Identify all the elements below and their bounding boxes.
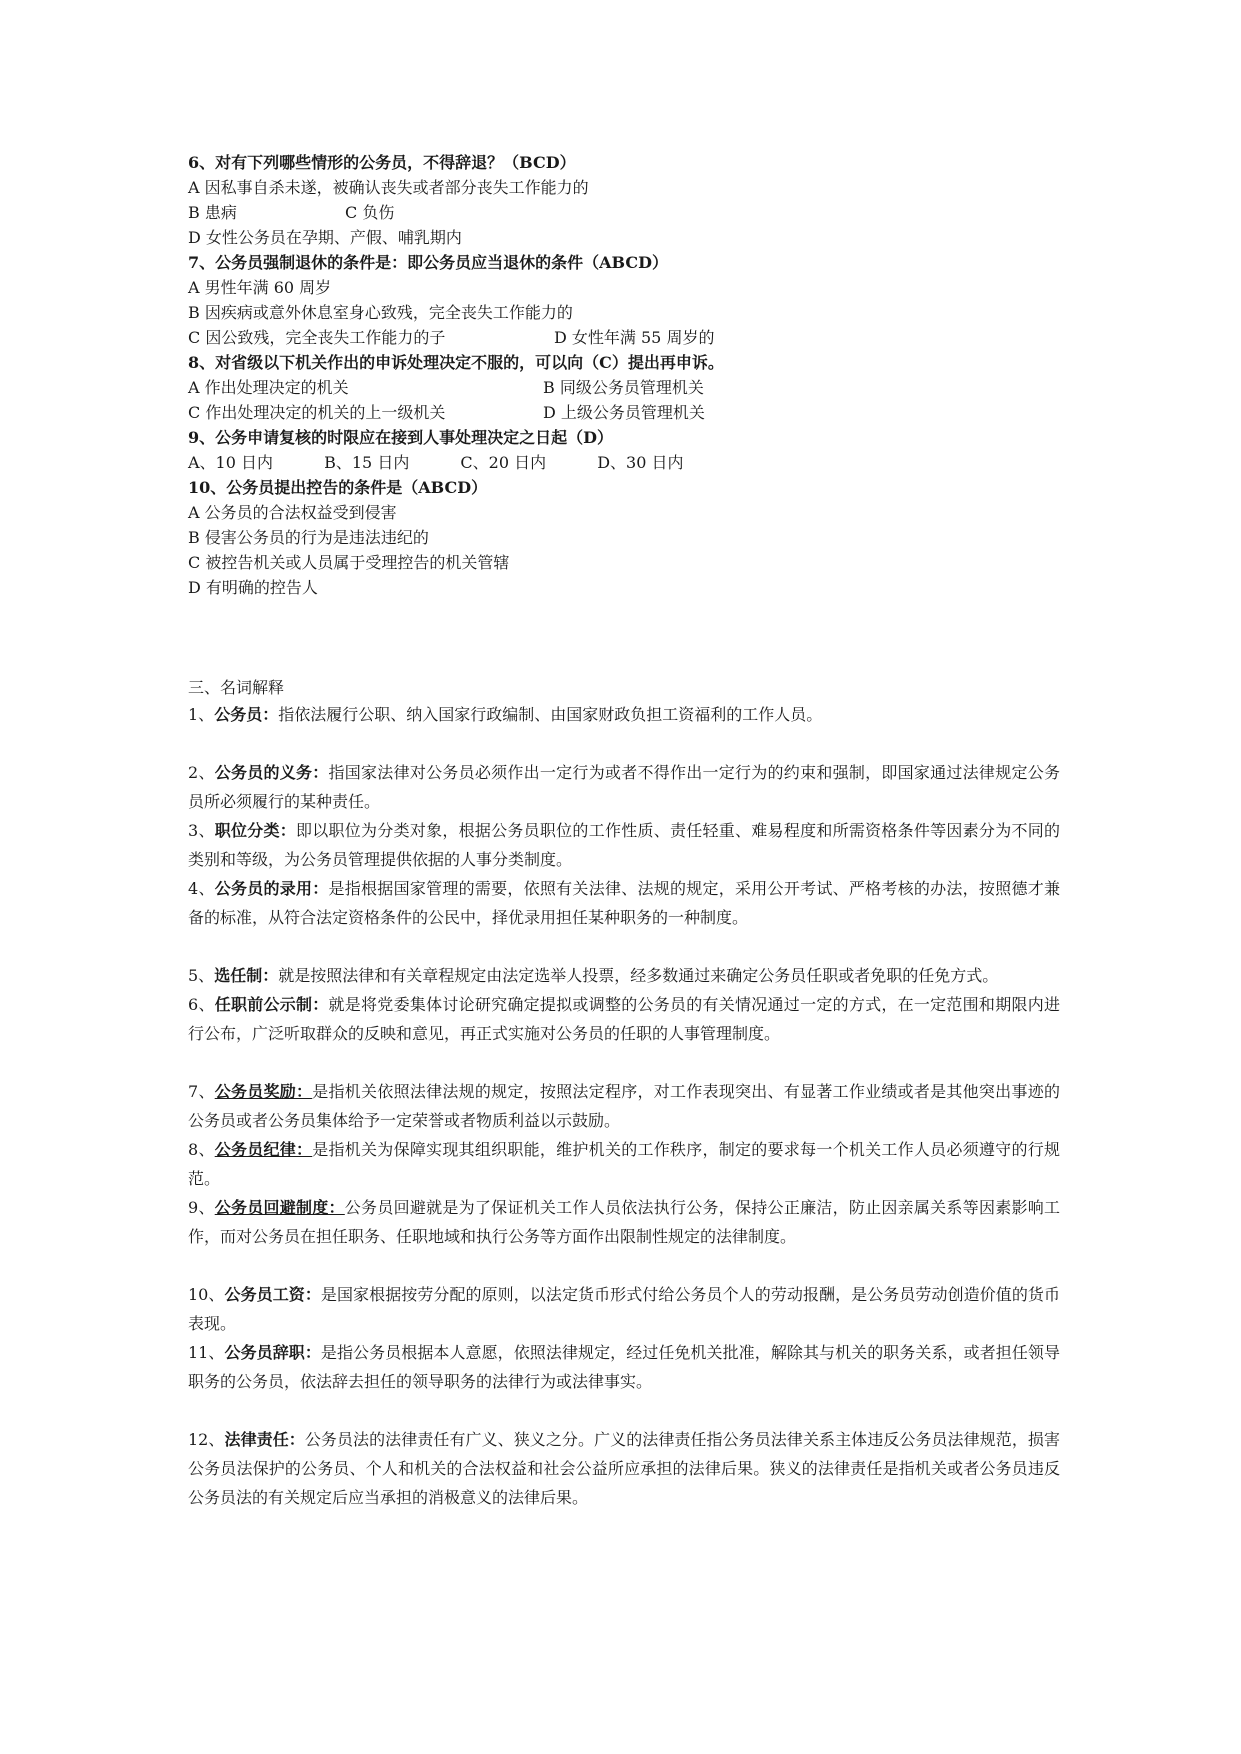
definition-text: 指国家法律对公务员必须作出一定行为或者不得作出一定行为的约束和强制，即国家通过法律规定公务员所必须履行的某种责任。	[188, 763, 1060, 811]
question-7-option-b: B 因疾病或意外休息室身心致残，完全丧失工作能力的	[188, 303, 573, 322]
question-10-option-b: B 侵害公务员的行为是违法违纪的	[188, 528, 429, 547]
question-8-option-d: D 上级公务员管理机关	[543, 403, 705, 422]
question-6-option-b: B 患病	[188, 203, 237, 222]
question-7-option-d: D 女性年满 55 周岁的	[554, 328, 715, 347]
question-8-title: 8、对省级以下机关作出的申诉处理决定不服的，可以向（C）提出再申诉。	[188, 353, 724, 372]
definition-item	[188, 700, 1060, 729]
question-8-option-c: C 作出处理决定的机关的上一级机关	[188, 403, 446, 422]
definition-text: 公务员法的法律责任有广义、狭义之分。广义的法律责任指公务员法律关系主体违反公务员法律规范，损害公务员法保护的公务员、个人和机关的合法权益和社会公益所应承担的法律后果。狭义的法律责任是指机关或者公务员违反公务员法的有关规定后应当承担的消极意义的法律后果。	[188, 1430, 1060, 1507]
question-10-option-a: A 公务员的合法权益受到侵害	[188, 503, 397, 522]
definition-term: 公务员的录用：	[214, 879, 329, 898]
definition-term: 公务员奖励：	[214, 1082, 313, 1101]
definition-item	[188, 990, 1060, 1048]
definition-item	[188, 1425, 1060, 1512]
definition-text: 是指根据国家管理的需要，依照有关法律、法规的规定，采用公开考试、严格考核的办法，按照德才兼备的标准，从符合法定资格条件的公民中，择优录用担任某种职务的一种制度。	[188, 879, 1060, 927]
definition-text: 即以职位为分类对象，根据公务员职位的工作性质、责任轻重、难易程度和所需资格条件等因素分为不同的类别和等级，为公务员管理提供依据的人事分类制度。	[188, 821, 1060, 869]
definition-number: 3、	[188, 821, 215, 840]
definitions-section	[188, 700, 1060, 1512]
definition-item	[188, 1338, 1060, 1396]
definition-item	[188, 1280, 1060, 1338]
definition-number: 2、	[188, 763, 215, 782]
definition-text: 是指机关依照法律法规的规定，按照法定程序，对工作表现突出、有显著工作业绩或者是其他突出事迹的公务员或者公务员集体给予一定荣誉或者物质利益以示鼓励。	[188, 1082, 1060, 1130]
definition-term: 选任制：	[214, 966, 279, 985]
definition-term: 公务员辞职：	[224, 1343, 321, 1362]
definition-number: 7、	[188, 1082, 215, 1101]
question-8-options-cd	[188, 400, 1060, 425]
question-6-option-a: A 因私事自杀未遂，被确认丧失或者部分丧失工作能力的	[188, 178, 589, 197]
definition-item	[188, 1135, 1060, 1193]
question-6-option-d: D 女性公务员在孕期、产假、哺乳期内	[188, 228, 462, 247]
definition-text: 就是将党委集体讨论研究确定提拟或调整的公务员的有关情况通过一定的方式，在一定范围和期限内进行公布，广泛听取群众的反映和意见，再正式实施对公务员的任职的人事管理制度。	[188, 995, 1060, 1043]
definition-number: 5、	[188, 966, 215, 985]
definition-number: 8、	[188, 1140, 215, 1159]
definition-text: 是国家根据按劳分配的原则，以法定货币形式付给公务员个人的劳动报酬，是公务员劳动创造价值的货币表现。	[188, 1285, 1060, 1333]
definition-number: 1、	[188, 705, 215, 724]
question-7-option-c: C 因公致残，完全丧失工作能力的子	[188, 328, 446, 347]
section-title: 三、名词解释	[188, 678, 285, 697]
definition-term: 职位分类：	[214, 821, 297, 840]
question-9-option-d: D、30 日内	[597, 453, 684, 472]
question-8-options-ab	[188, 375, 1060, 400]
document-page	[188, 150, 1060, 1512]
question-10-option-d: D 有明确的控告人	[188, 578, 318, 597]
question-10-title: 10、公务员提出控告的条件是（ABCD）	[188, 478, 488, 497]
definition-item	[188, 1193, 1060, 1251]
multiple-choice-section	[188, 150, 1060, 600]
question-8-option-a: A 作出处理决定的机关	[188, 378, 349, 397]
definition-number: 10、	[188, 1285, 225, 1304]
definition-item	[188, 874, 1060, 932]
question-9-title: 9、公务申请复核的时限应在接到人事处理决定之日起（D）	[188, 428, 614, 447]
definition-number: 4、	[188, 879, 215, 898]
definition-item	[188, 758, 1060, 816]
definition-number: 11、	[188, 1343, 225, 1362]
definition-term: 公务员工资：	[224, 1285, 321, 1304]
question-9-option-a: A、10 日内	[188, 453, 274, 472]
definition-text: 是指公务员根据本人意愿，依照法律规定，经过任免机关批准，解除其与机关的职务关系，或者担任领导职务的公务员，依法辞去担任的领导职务的法律行为或法律事实。	[188, 1343, 1060, 1391]
definition-text: 就是按照法律和有关章程规定由法定选举人投票，经多数通过来确定公务员任职或者免职的任免方式。	[278, 966, 999, 985]
definition-text: 公务员回避就是为了保证机关工作人员依法执行公务，保持公正廉洁，防止因亲属关系等因素影响工作，而对公务员在担任职务、任职地域和执行公务等方面作出限制性规定的法律制度。	[188, 1198, 1060, 1246]
question-6-option-c: C 负伤	[345, 203, 395, 222]
definition-number: 6、	[188, 995, 215, 1014]
question-6-options-bc	[188, 200, 1060, 225]
definition-term: 公务员纪律：	[214, 1140, 313, 1159]
question-6-title: 6、对有下列哪些情形的公务员，不得辞退？（BCD）	[188, 153, 576, 172]
definition-number: 12、	[188, 1430, 225, 1449]
definition-term: 公务员的义务：	[214, 763, 329, 782]
definition-term: 公务员：	[214, 705, 279, 724]
definition-item	[188, 816, 1060, 874]
definition-item	[188, 961, 1060, 990]
question-10-option-c: C 被控告机关或人员属于受理控告的机关管辖	[188, 553, 510, 572]
question-7-options-cd	[188, 325, 1060, 350]
definition-text: 指依法履行公职、纳入国家行政编制、由国家财政负担工资福利的工作人员。	[278, 705, 823, 724]
question-9-option-b: B、15 日内	[324, 453, 410, 472]
definition-term: 法律责任：	[224, 1430, 305, 1449]
question-9-option-c: C、20 日内	[460, 453, 547, 472]
question-7-title: 7、公务员强制退休的条件是：即公务员应当退休的条件（ABCD）	[188, 253, 668, 272]
definition-number: 9、	[188, 1198, 215, 1217]
definition-term: 任职前公示制：	[214, 995, 329, 1014]
definition-term: 公务员回避制度：	[214, 1198, 345, 1217]
question-9-options	[188, 450, 1060, 475]
definition-item	[188, 1077, 1060, 1135]
question-8-option-b: B 同级公务员管理机关	[543, 378, 704, 397]
definition-text: 是指机关为保障实现其组织职能，维护机关的工作秩序，制定的要求每一个机关工作人员必须遵守的行规范。	[188, 1140, 1060, 1188]
question-7-option-a: A 男性年满 60 周岁	[188, 278, 332, 297]
